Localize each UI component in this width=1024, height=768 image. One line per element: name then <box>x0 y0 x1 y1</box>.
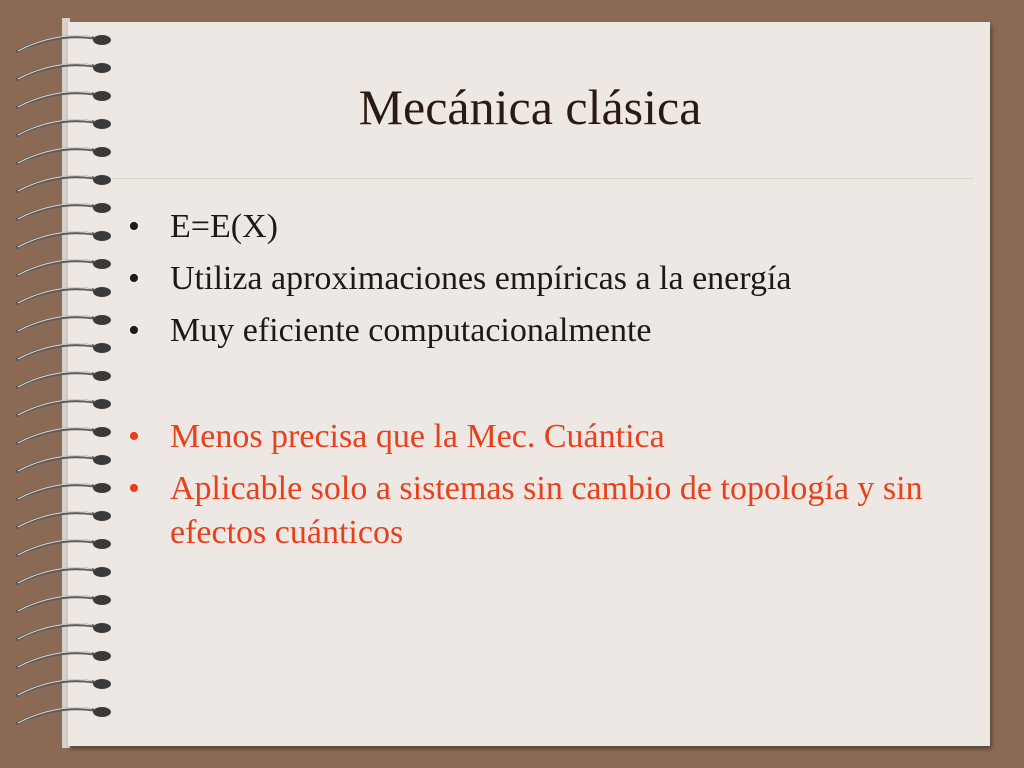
spiral-ring <box>16 373 94 388</box>
spiral-hole <box>93 343 111 353</box>
spiral-hole <box>93 231 111 241</box>
spiral-ring <box>16 625 94 640</box>
spiral-hole <box>93 203 111 213</box>
spiral-ring <box>16 653 94 668</box>
bullet-text: Aplicable solo a sistemas sin cambio de topología y sin efectos cuánticos <box>170 470 923 551</box>
spiral-ring <box>16 485 94 500</box>
spiral-hole <box>93 567 111 577</box>
spiral-ring <box>16 709 94 724</box>
spiral-ring <box>16 205 94 220</box>
bullet-text: Menos precisa que la Mec. Cuántica <box>170 418 665 455</box>
spiral-hole <box>93 399 111 409</box>
spiral-ring <box>16 233 94 248</box>
spiral-ring <box>16 261 94 276</box>
spiral-ring <box>16 681 94 696</box>
spiral-ring <box>16 429 94 444</box>
bullet-text: Utiliza aproximaciones empíricas a la energía <box>170 260 792 297</box>
bullet-icon: • <box>128 418 140 455</box>
spiral-ring <box>16 289 94 304</box>
spiral-hole <box>93 595 111 605</box>
spiral-ring <box>16 569 94 584</box>
spiral-ring <box>16 401 94 416</box>
spiral-hole <box>93 539 111 549</box>
bullet-icon: • <box>128 260 140 297</box>
spiral-hole <box>93 427 111 437</box>
bullet-item <box>128 257 928 301</box>
bullet-item <box>128 467 928 555</box>
spiral-hole <box>93 315 111 325</box>
spiral-hole <box>93 63 111 73</box>
bullet-icon: • <box>128 312 140 349</box>
bullet-icon: • <box>128 208 140 245</box>
title-divider <box>112 178 974 179</box>
spiral-hole <box>93 259 111 269</box>
spiral-ring <box>16 345 94 360</box>
spiral-binding-icon <box>8 30 118 740</box>
bullet-item <box>128 309 928 353</box>
bullet-list <box>128 205 928 563</box>
spiral-ring <box>16 597 94 612</box>
bullet-text: E=E(X) <box>170 208 278 245</box>
spiral-hole <box>93 483 111 493</box>
spiral-hole <box>93 623 111 633</box>
spiral-hole <box>93 35 111 45</box>
spiral-ring <box>16 513 94 528</box>
bullet-item <box>128 205 928 249</box>
spiral-hole <box>93 455 111 465</box>
spiral-hole <box>93 679 111 689</box>
spiral-ring <box>16 317 94 332</box>
bullet-icon: • <box>128 470 140 507</box>
spiral-hole <box>93 707 111 717</box>
spiral-ring <box>16 541 94 556</box>
bullet-item <box>128 415 928 459</box>
spiral-hole <box>93 175 111 185</box>
spiral-ring <box>16 37 94 52</box>
spiral-ring <box>16 149 94 164</box>
spiral-hole <box>93 651 111 661</box>
spiral-ring <box>16 457 94 472</box>
spiral-hole <box>93 287 111 297</box>
spiral-hole <box>93 147 111 157</box>
spiral-ring <box>16 177 94 192</box>
spiral-hole <box>93 511 111 521</box>
bullet-text: Muy eficiente computacionalmente <box>170 312 652 349</box>
slide-title: Mecánica clásica <box>358 79 702 135</box>
spiral-hole <box>93 371 111 381</box>
